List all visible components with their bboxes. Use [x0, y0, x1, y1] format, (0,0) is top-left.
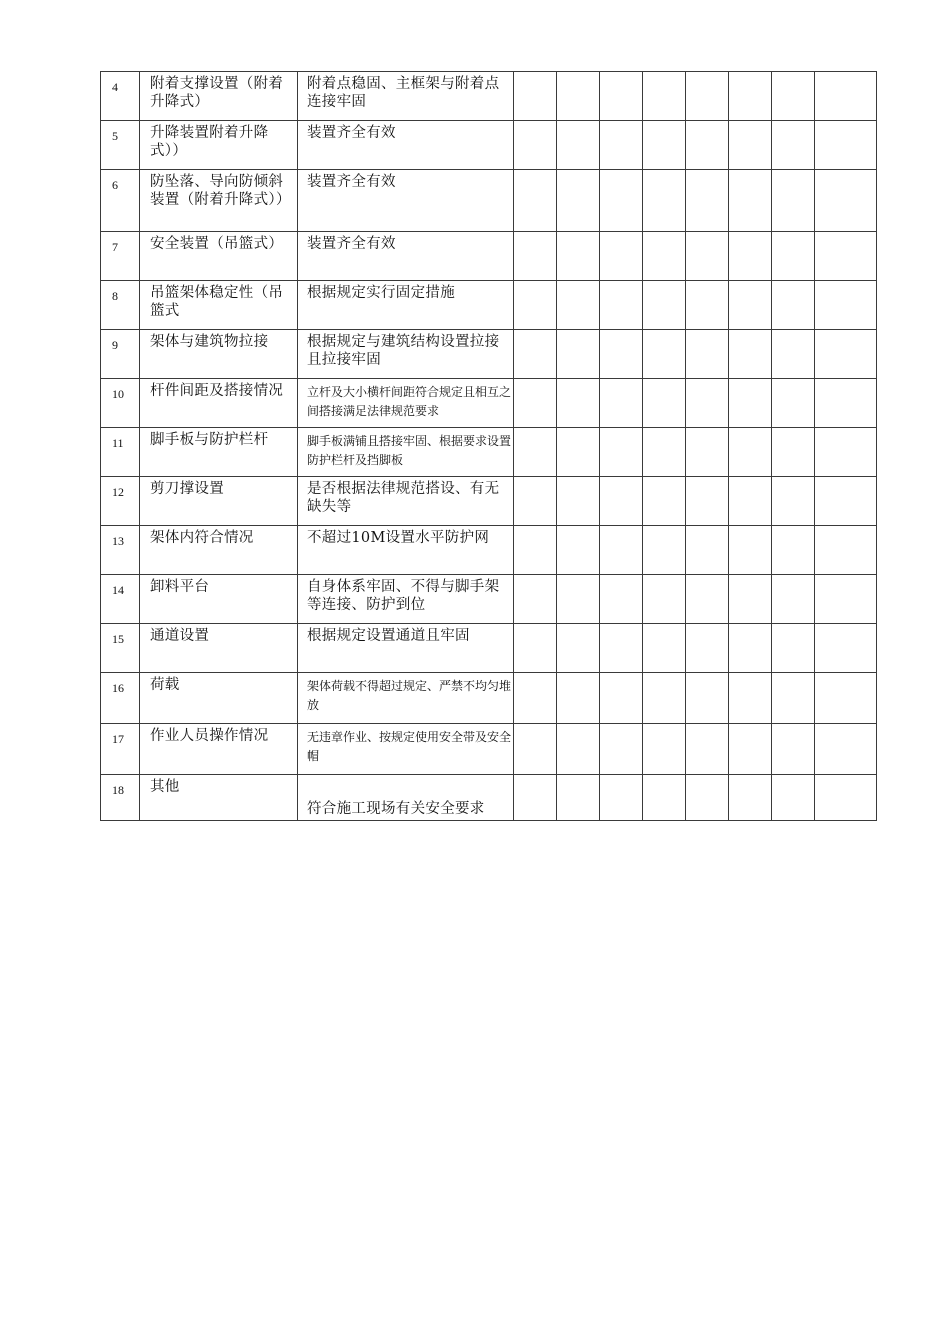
result-cell[interactable]	[557, 170, 600, 232]
result-cell[interactable]	[600, 477, 643, 526]
result-cell[interactable]	[600, 232, 643, 281]
inspection-requirement: 无违章作业、按规定使用安全带及安全帽	[298, 724, 514, 775]
result-cell[interactable]	[557, 673, 600, 724]
table-row	[101, 673, 877, 724]
result-cell[interactable]	[643, 775, 686, 821]
table-row	[101, 428, 877, 477]
result-cell[interactable]	[772, 575, 815, 624]
table-row	[101, 724, 877, 775]
result-cell[interactable]	[815, 428, 877, 477]
result-cell[interactable]	[600, 428, 643, 477]
result-cell[interactable]	[557, 775, 600, 821]
row-number: 18	[101, 775, 140, 821]
inspection-item: 杆件间距及搭接情况	[140, 379, 298, 428]
inspection-requirement: 根据规定与建筑结构设置拉接且拉接牢固	[298, 330, 514, 379]
result-cell[interactable]	[600, 72, 643, 121]
result-cell[interactable]	[557, 477, 600, 526]
result-cell[interactable]	[557, 330, 600, 379]
result-cell[interactable]	[514, 121, 557, 170]
result-cell[interactable]	[729, 72, 772, 121]
result-cell[interactable]	[514, 170, 557, 232]
row-number: 6	[101, 170, 140, 232]
result-cell[interactable]	[686, 170, 729, 232]
table-row	[101, 121, 877, 170]
result-cell[interactable]	[600, 281, 643, 330]
result-cell[interactable]	[643, 281, 686, 330]
result-cell[interactable]	[729, 428, 772, 477]
result-cell[interactable]	[686, 724, 729, 775]
inspection-item: 吊篮架体稳定性（吊篮式	[140, 281, 298, 330]
inspection-requirement: 装置齐全有效	[298, 170, 514, 232]
result-cell[interactable]	[772, 775, 815, 821]
result-cell[interactable]	[815, 477, 877, 526]
result-cell[interactable]	[557, 379, 600, 428]
result-cell[interactable]	[772, 477, 815, 526]
result-cell[interactable]	[557, 624, 600, 673]
result-cell[interactable]	[815, 673, 877, 724]
result-cell[interactable]	[643, 72, 686, 121]
result-cell[interactable]	[772, 121, 815, 170]
result-cell[interactable]	[729, 281, 772, 330]
result-cell[interactable]	[729, 477, 772, 526]
result-cell[interactable]	[514, 232, 557, 281]
result-cell[interactable]	[514, 575, 557, 624]
inspection-item: 作业人员操作情况	[140, 724, 298, 775]
inspection-item: 升降装置附着升降式））	[140, 121, 298, 170]
inspection-requirement: 是否根据法律规范搭设、有无缺失等	[298, 477, 514, 526]
result-cell[interactable]	[514, 624, 557, 673]
result-cell[interactable]	[686, 624, 729, 673]
table-row	[101, 232, 877, 281]
table-row	[101, 477, 877, 526]
result-cell[interactable]	[643, 526, 686, 575]
result-cell[interactable]	[600, 526, 643, 575]
result-cell[interactable]	[772, 330, 815, 379]
result-cell[interactable]	[815, 232, 877, 281]
result-cell[interactable]	[643, 330, 686, 379]
result-cell[interactable]	[686, 673, 729, 724]
row-number: 7	[101, 232, 140, 281]
result-cell[interactable]	[514, 428, 557, 477]
inspection-item: 剪刀撑设置	[140, 477, 298, 526]
inspection-requirement: 符合施工现场有关安全要求	[298, 775, 514, 821]
result-cell[interactable]	[600, 379, 643, 428]
result-cell[interactable]	[772, 624, 815, 673]
result-cell[interactable]	[643, 232, 686, 281]
result-cell[interactable]	[686, 575, 729, 624]
inspection-item: 架体与建筑物拉接	[140, 330, 298, 379]
result-cell[interactable]	[686, 775, 729, 821]
result-cell[interactable]	[729, 232, 772, 281]
result-cell[interactable]	[815, 121, 877, 170]
result-cell[interactable]	[815, 281, 877, 330]
table-row	[101, 281, 877, 330]
result-cell[interactable]	[772, 281, 815, 330]
result-cell[interactable]	[686, 379, 729, 428]
inspection-item: 荷载	[140, 673, 298, 724]
result-cell[interactable]	[815, 575, 877, 624]
result-cell[interactable]	[729, 775, 772, 821]
inspection-requirement: 立杆及大小横杆间距符合规定且相互之间搭接满足法律规范要求	[298, 379, 514, 428]
table-row	[101, 170, 877, 232]
result-cell[interactable]	[815, 526, 877, 575]
result-cell[interactable]	[514, 477, 557, 526]
table-row	[101, 330, 877, 379]
result-cell[interactable]	[643, 170, 686, 232]
inspection-requirement: 装置齐全有效	[298, 232, 514, 281]
row-number: 8	[101, 281, 140, 330]
inspection-item: 附着支撑设置（附着升降式）	[140, 72, 298, 121]
result-cell[interactable]	[772, 379, 815, 428]
row-number: 5	[101, 121, 140, 170]
result-cell[interactable]	[815, 170, 877, 232]
result-cell[interactable]	[557, 724, 600, 775]
result-cell[interactable]	[557, 428, 600, 477]
inspection-requirement: 根据规定实行固定措施	[298, 281, 514, 330]
result-cell[interactable]	[729, 170, 772, 232]
result-cell[interactable]	[686, 232, 729, 281]
result-cell[interactable]	[514, 281, 557, 330]
result-cell[interactable]	[643, 624, 686, 673]
result-cell[interactable]	[686, 72, 729, 121]
result-cell[interactable]	[600, 170, 643, 232]
inspection-item: 架体内符合情况	[140, 526, 298, 575]
result-cell[interactable]	[514, 775, 557, 821]
inspection-item: 安全装置（吊篮式）	[140, 232, 298, 281]
result-cell[interactable]	[643, 379, 686, 428]
result-cell[interactable]	[557, 526, 600, 575]
result-cell[interactable]	[686, 477, 729, 526]
result-cell[interactable]	[729, 624, 772, 673]
result-cell[interactable]	[729, 121, 772, 170]
result-cell[interactable]	[600, 624, 643, 673]
result-cell[interactable]	[600, 673, 643, 724]
result-cell[interactable]	[643, 724, 686, 775]
result-cell[interactable]	[772, 428, 815, 477]
result-cell[interactable]	[772, 72, 815, 121]
inspection-requirement: 脚手板满铺且搭接牢固、根据要求设置防护栏杆及挡脚板	[298, 428, 514, 477]
row-number: 9	[101, 330, 140, 379]
result-cell[interactable]	[772, 673, 815, 724]
inspection-requirement: 附着点稳固、主框架与附着点连接牢固	[298, 72, 514, 121]
result-cell[interactable]	[600, 724, 643, 775]
result-cell[interactable]	[643, 575, 686, 624]
result-cell[interactable]	[815, 724, 877, 775]
result-cell[interactable]	[557, 281, 600, 330]
result-cell[interactable]	[686, 281, 729, 330]
result-cell[interactable]	[729, 575, 772, 624]
result-cell[interactable]	[772, 170, 815, 232]
result-cell[interactable]	[600, 121, 643, 170]
result-cell[interactable]	[729, 673, 772, 724]
inspection-item: 通道设置	[140, 624, 298, 673]
inspection-item: 防坠落、导向防倾斜装置（附着升降式））	[140, 170, 298, 232]
result-cell[interactable]	[686, 428, 729, 477]
result-cell[interactable]	[643, 121, 686, 170]
result-cell[interactable]	[815, 330, 877, 379]
result-cell[interactable]	[643, 428, 686, 477]
result-cell[interactable]	[600, 575, 643, 624]
result-cell[interactable]	[643, 673, 686, 724]
row-number: 14	[101, 575, 140, 624]
result-cell[interactable]	[729, 330, 772, 379]
inspection-item: 其他	[140, 775, 298, 821]
table-row	[101, 575, 877, 624]
result-cell[interactable]	[772, 526, 815, 575]
result-cell[interactable]	[514, 724, 557, 775]
result-cell[interactable]	[557, 575, 600, 624]
row-number: 4	[101, 72, 140, 121]
inspection-item: 脚手板与防护栏杆	[140, 428, 298, 477]
result-cell[interactable]	[514, 379, 557, 428]
inspection-requirement: 自身体系牢固、不得与脚手架等连接、防护到位	[298, 575, 514, 624]
result-cell[interactable]	[557, 72, 600, 121]
result-cell[interactable]	[600, 330, 643, 379]
table-row	[101, 72, 877, 121]
row-number: 15	[101, 624, 140, 673]
result-cell[interactable]	[686, 330, 729, 379]
result-cell[interactable]	[686, 121, 729, 170]
result-cell[interactable]	[514, 673, 557, 724]
row-number: 16	[101, 673, 140, 724]
inspection-item: 卸料平台	[140, 575, 298, 624]
row-number: 13	[101, 526, 140, 575]
result-cell[interactable]	[815, 775, 877, 821]
result-cell[interactable]	[514, 330, 557, 379]
result-cell[interactable]	[643, 477, 686, 526]
table-row	[101, 379, 877, 428]
inspection-requirement: 架体荷载不得超过规定、严禁不均匀堆放	[298, 673, 514, 724]
result-cell[interactable]	[815, 624, 877, 673]
result-cell[interactable]	[772, 232, 815, 281]
result-cell[interactable]	[600, 775, 643, 821]
table-row	[101, 775, 877, 821]
result-cell[interactable]	[686, 526, 729, 575]
row-number: 11	[101, 428, 140, 477]
result-cell[interactable]	[514, 72, 557, 121]
row-number: 12	[101, 477, 140, 526]
result-cell[interactable]	[729, 724, 772, 775]
result-cell[interactable]	[729, 379, 772, 428]
result-cell[interactable]	[772, 724, 815, 775]
result-cell[interactable]	[557, 232, 600, 281]
inspection-requirement: 根据规定设置通道且牢固	[298, 624, 514, 673]
inspection-requirement: 装置齐全有效	[298, 121, 514, 170]
table-row	[101, 624, 877, 673]
row-number: 17	[101, 724, 140, 775]
table-body	[101, 72, 877, 821]
table-row	[101, 526, 877, 575]
result-cell[interactable]	[514, 526, 557, 575]
result-cell[interactable]	[557, 121, 600, 170]
result-cell[interactable]	[815, 379, 877, 428]
result-cell[interactable]	[729, 526, 772, 575]
inspection-requirement: 不超过10M设置水平防护网	[298, 526, 514, 575]
result-cell[interactable]	[815, 72, 877, 121]
inspection-table	[100, 71, 877, 821]
row-number: 10	[101, 379, 140, 428]
